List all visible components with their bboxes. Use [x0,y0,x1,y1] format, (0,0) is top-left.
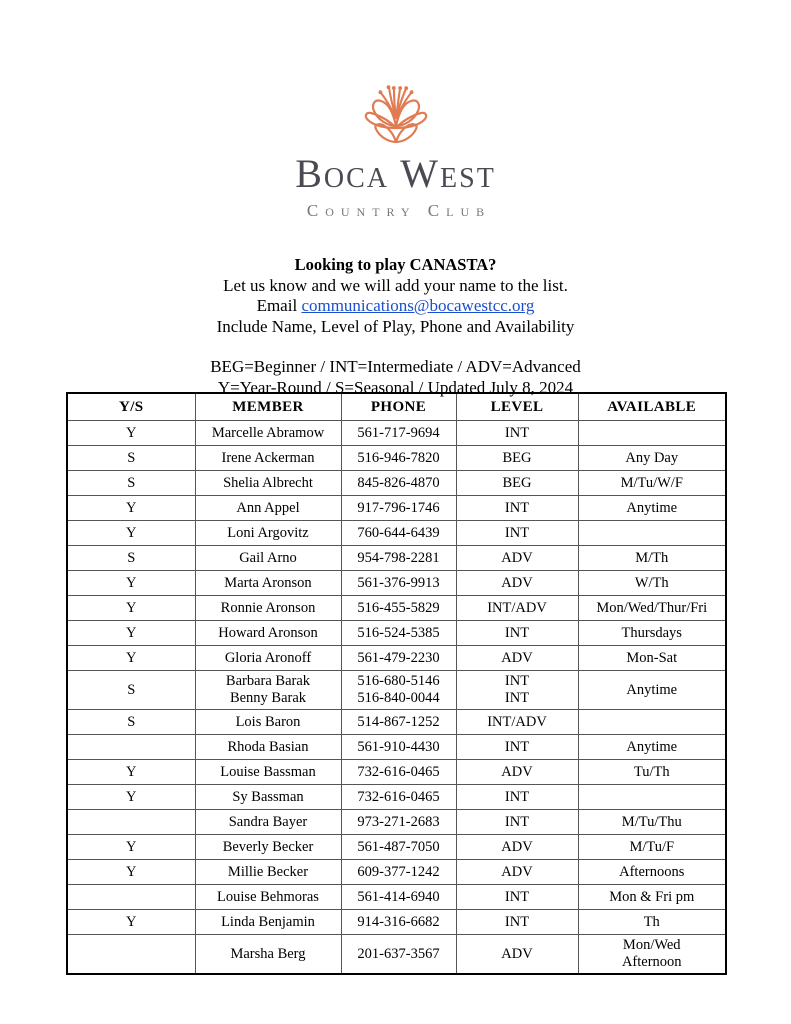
roster-cell-level: INT [456,521,578,546]
roster-cell-member-line-1: Barbara Barak [225,673,311,689]
roster-cell-available [578,935,726,975]
table-row [67,596,726,621]
roster-cell-ys: Y [67,785,195,810]
roster-cell-ys: Y [67,521,195,546]
table-row [67,935,726,975]
roster-cell-ys: Y [67,596,195,621]
roster-cell-phone: 561-717-9694 [341,421,456,446]
table-row [67,546,726,571]
roster-cell-available: Afternoons [578,860,726,885]
roster-cell-ys: Y [67,910,195,935]
roster-cell-phone: 609-377-1242 [341,860,456,885]
roster-cell-phone-line-1: 516-680-5146 [357,673,440,689]
roster-cell-phone: 561-376-9913 [341,571,456,596]
roster-cell-available: Mon/Wed/Thur/Fri [578,596,726,621]
roster-cell-available-line-2: Afternoon [621,954,682,970]
roster-cell-member: Louise Bassman [195,760,341,785]
roster-cell-level: ADV [456,760,578,785]
roster-cell-member: Beverly Becker [195,835,341,860]
column-header-level: LEVEL [456,393,578,421]
roster-cell-available: W/Th [578,571,726,596]
roster-cell-phone: 561-479-2230 [341,646,456,671]
roster-cell-level [456,671,578,710]
table-row [67,421,726,446]
roster-cell-phone: 760-644-6439 [341,521,456,546]
roster-cell-available [578,521,726,546]
contact-email-link[interactable]: communications@bocawestcc.org [301,296,535,315]
roster-cell-phone: 845-826-4870 [341,471,456,496]
roster-cell-ys: Y [67,760,195,785]
roster-cell-available: M/Th [578,546,726,571]
roster-cell-level-line-2: INT [504,690,530,706]
roster-cell-level: INT [456,885,578,910]
roster-cell-phone: 954-798-2281 [341,546,456,571]
roster-cell-ys [67,935,195,975]
brand-tagline: Country Club [306,201,492,220]
roster-cell-available: Th [578,910,726,935]
roster-cell-member: Irene Ackerman [195,446,341,471]
roster-cell-member: Rhoda Basian [195,735,341,760]
roster-cell-available [578,671,726,710]
roster-cell-phone-line-1: 201-637-3567 [357,945,440,962]
table-header [67,393,726,421]
roster-cell-level: ADV [456,571,578,596]
table-row [67,496,726,521]
intro-line-4: Include Name, Level of Play, Phone and Availability [216,316,575,336]
roster-cell-ys: S [67,446,195,471]
roster-cell-phone-line-2: 516-840-0044 [357,690,440,706]
roster-cell-ys [67,885,195,910]
club-logo-block [0,0,791,221]
roster-cell-member-line-1: Marsha Berg [230,945,306,962]
column-header-member: MEMBER [195,393,341,421]
column-header-available: AVAILABLE [578,393,726,421]
table-header-row [67,393,726,421]
table-row [67,835,726,860]
roster-cell-available-line-1: Mon/Wed [622,937,681,953]
roster-cell-level: INT/ADV [456,596,578,621]
roster-cell-member: Ann Appel [195,496,341,521]
roster-cell-ys: S [67,471,195,496]
roster-cell-level: INT [456,496,578,521]
canasta-roster-table [66,392,727,975]
roster-cell-member: Marcelle Abramow [195,421,341,446]
roster-cell-available: Mon-Sat [578,646,726,671]
roster-cell-member: Shelia Albrecht [195,471,341,496]
roster-cell-member: Linda Benjamin [195,910,341,935]
roster-cell-member: Millie Becker [195,860,341,885]
table-row [67,885,726,910]
roster-cell-ys [67,735,195,760]
roster-cell-ys: S [67,710,195,735]
table-row [67,810,726,835]
roster-cell-member: Sandra Bayer [195,810,341,835]
table-row [67,710,726,735]
roster-cell-level: INT/ADV [456,710,578,735]
roster-cell-member: Sy Bassman [195,785,341,810]
intro-headline: Looking to play CANASTA? [294,255,497,274]
roster-table-container [66,392,725,975]
table-row [67,571,726,596]
roster-cell-member [195,935,341,975]
email-prefix-label: Email [256,296,302,315]
intro-line-2: Let us know and we will add your name to the list. [223,275,568,295]
roster-cell-ys: Y [67,421,195,446]
roster-cell-phone: 561-910-4430 [341,735,456,760]
roster-cell-ys: S [67,546,195,571]
roster-cell-level: INT [456,735,578,760]
table-row [67,785,726,810]
roster-cell-phone: 732-616-0465 [341,785,456,810]
roster-cell-available: M/Tu/Thu [578,810,726,835]
table-row [67,621,726,646]
table-row [67,521,726,546]
roster-cell-ys: Y [67,835,195,860]
roster-cell-level: INT [456,810,578,835]
roster-cell-ys-line-1: S [127,681,136,698]
table-row [67,760,726,785]
roster-cell-member [195,671,341,710]
roster-cell-available: M/Tu/W/F [578,471,726,496]
roster-cell-phone [341,935,456,975]
table-row [67,735,726,760]
roster-cell-level: ADV [456,546,578,571]
roster-cell-available [578,421,726,446]
column-header-phone: PHONE [341,393,456,421]
intro-email-line [0,296,791,317]
roster-cell-phone: 516-946-7820 [341,446,456,471]
roster-cell-available-line-1: Anytime [626,681,678,698]
roster-cell-available: Any Day [578,446,726,471]
roster-cell-ys [67,810,195,835]
roster-cell-available: Anytime [578,496,726,521]
roster-cell-level-line-1: INT [504,673,530,689]
table-row [67,446,726,471]
roster-cell-level: INT [456,785,578,810]
roster-cell-member: Howard Aronson [195,621,341,646]
table-row [67,646,726,671]
roster-cell-phone: 516-524-5385 [341,621,456,646]
roster-cell-ys: Y [67,646,195,671]
roster-cell-level-line-1: ADV [501,945,533,962]
legend-line-levels: BEG=Beginner / INT=Intermediate / ADV=Advanced [210,357,581,376]
table-row [67,471,726,496]
roster-cell-ys: Y [67,621,195,646]
roster-cell-phone: 561-487-7050 [341,835,456,860]
table-row [67,860,726,885]
roster-cell-member: Lois Baron [195,710,341,735]
roster-cell-level: ADV [456,860,578,885]
roster-cell-member: Gail Arno [195,546,341,571]
roster-cell-available: Thursdays [578,621,726,646]
roster-cell-level: INT [456,910,578,935]
brand-name: Boca West [295,151,496,196]
roster-cell-available: Anytime [578,735,726,760]
roster-cell-available [578,785,726,810]
roster-cell-phone: 561-414-6940 [341,885,456,910]
roster-cell-member: Loni Argovitz [195,521,341,546]
intro-text-block [0,255,791,337]
roster-cell-level [456,935,578,975]
legend-line-season-updated: Y=Year-Round / S=Seasonal / Updated July 8, 2024 [217,377,574,397]
roster-cell-member: Gloria Aronoff [195,646,341,671]
roster-cell-level: BEG [456,446,578,471]
roster-cell-level: INT [456,421,578,446]
roster-cell-phone: 732-616-0465 [341,760,456,785]
table-row [67,671,726,710]
roster-cell-phone: 516-455-5829 [341,596,456,621]
roster-cell-member: Louise Behmoras [195,885,341,910]
roster-cell-ys: Y [67,860,195,885]
roster-cell-phone: 914-316-6682 [341,910,456,935]
roster-cell-ys [67,671,195,710]
roster-cell-level: INT [456,621,578,646]
roster-cell-level: BEG [456,471,578,496]
roster-cell-member: Marta Aronson [195,571,341,596]
roster-cell-member: Ronnie Aronson [195,596,341,621]
roster-cell-available [578,710,726,735]
roster-cell-available: M/Tu/F [578,835,726,860]
roster-cell-ys: Y [67,496,195,521]
roster-cell-level: ADV [456,646,578,671]
roster-cell-phone: 973-271-2683 [341,810,456,835]
roster-cell-member-line-2: Benny Barak [229,690,307,706]
roster-cell-phone: 514-867-1252 [341,710,456,735]
table-body [67,421,726,975]
roster-cell-available: Mon & Fri pm [578,885,726,910]
roster-cell-ys: Y [67,571,195,596]
column-header-ys: Y/S [67,393,195,421]
table-row [67,910,726,935]
roster-cell-phone: 917-796-1746 [341,496,456,521]
roster-cell-available: Tu/Th [578,760,726,785]
roster-cell-phone [341,671,456,710]
hibiscus-flower-logo-icon [348,84,444,146]
roster-cell-level: ADV [456,835,578,860]
